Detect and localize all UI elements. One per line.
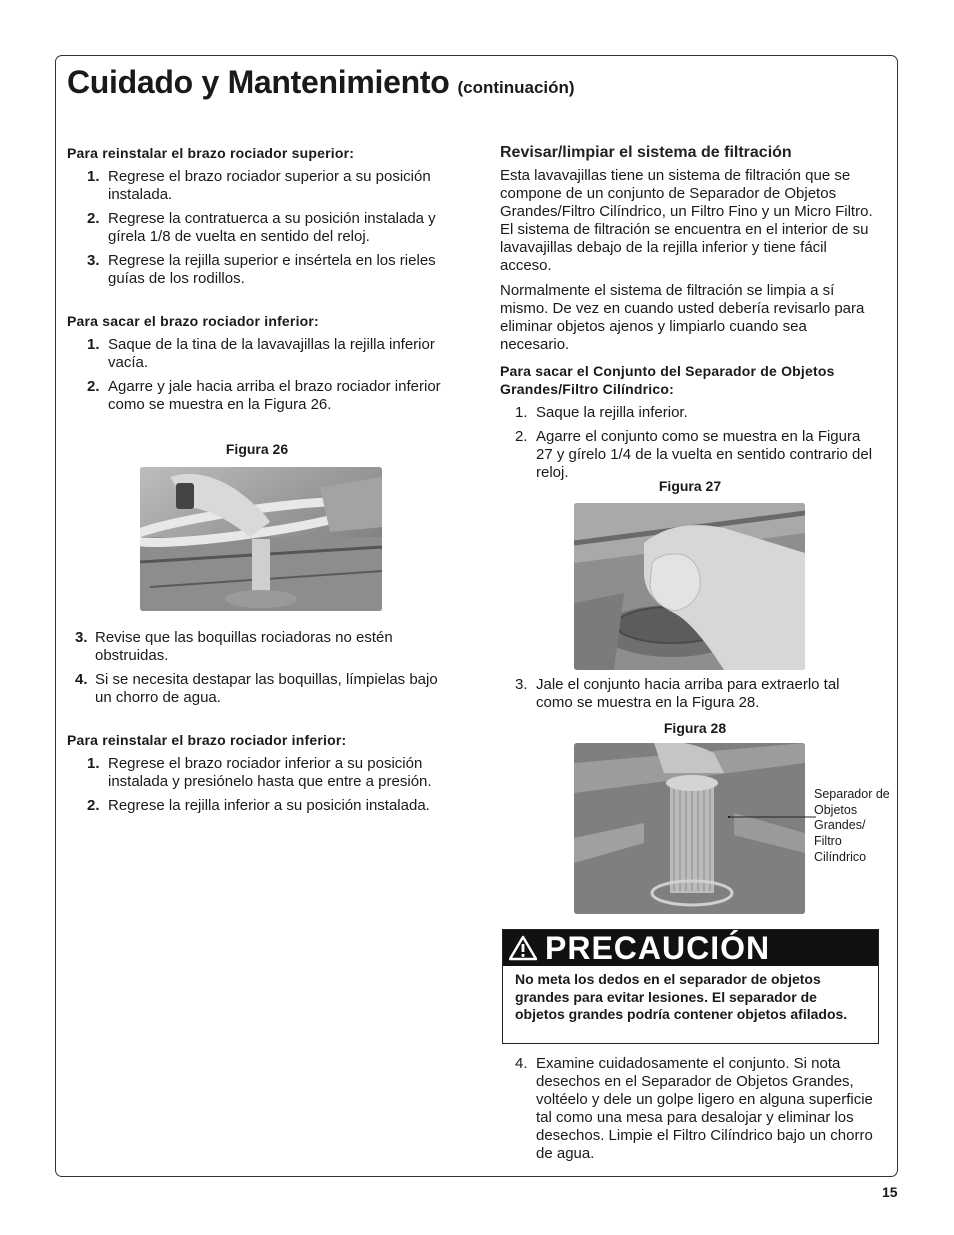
list-item [67,336,447,372]
section-heading-filtration: Revisar/limpiar el sistema de filtración [500,144,792,161]
lower-remove-steps-cont [67,629,447,707]
section-heading-lower-install: Para reinstalar el brazo rociador inferior: [67,732,347,748]
lower-remove-steps [67,336,447,414]
figure-27-image [574,503,805,670]
figure-26-label: Figura 26 [225,441,289,457]
caution-title: PRECAUCIÓN [545,929,771,966]
figure-27-label: Figura 27 [658,478,722,494]
step-number: 2. [87,378,100,395]
upper-install-steps [67,168,447,288]
warning-triangle-icon [509,935,537,961]
right-column-bottom [500,1055,885,1163]
step-text: Regrese el brazo rociador superior a su posición instalada. [108,168,431,203]
list-item [67,629,447,665]
list-item [67,378,447,414]
list-item [67,210,447,246]
step-number: 4. [75,671,88,688]
step-text: Regrese el brazo rociador inferior a su posición instalada y presiónelo hasta que entre a presión. [108,755,432,790]
step-number: 4. [515,1055,528,1072]
step-text: Regrese la rejilla inferior a su posición instalada. [108,797,430,814]
separator-remove-steps [500,404,880,482]
list-item [500,404,880,422]
caution-text: No meta los dedos en el separador de objetos grandes para evitar lesiones. El separador de objetos grandes podría contener objetos afilados. [515,971,848,1022]
title-main: Cuidado y Mantenimiento [67,64,450,100]
list-item [67,671,447,707]
step-text: Regrese la contratuerca a su posición instalada y gírela 1/8 de vuelta en sentido del reloj. [108,210,436,245]
step-text: Saque de la tina de la lavavajillas la rejilla inferior vacía. [108,336,435,371]
section-heading-lower-remove: Para sacar el brazo rociador inferior: [67,313,319,329]
step-number: 3. [75,629,88,646]
step-text: Agarre el conjunto como se muestra en la Figura 27 y gírelo 1/4 de la vuelta en sentido contrario del reloj. [536,428,873,481]
page-title [67,64,575,101]
section-heading-separator-remove: Para sacar el Conjunto del Separador de Objetos Grandes/Filtro Cilíndrico: [500,363,835,397]
step-number: 2. [87,797,100,814]
section-heading-upper-install: Para reinstalar el brazo rociador superior: [67,145,355,161]
title-sub: (continuación) [457,78,575,97]
figure-28-image [574,743,805,914]
step-number: 1. [87,168,100,185]
paragraph-filtration-1: Esta lavavajillas tiene un sistema de filtración que se compone de un conjunto de Separador de Objetos Grandes/Filtro Cilíndrico, un Filtro Fino y un Micro Filtro. El sistema de filtración se encuentra en el interior de su lavavajillas debajo de la rejilla inferior y tiene fácil acceso. [500,167,873,274]
step-number: 1. [87,336,100,353]
left-column [67,144,447,815]
step-number: 2. [515,428,528,445]
step-number: 3. [515,676,528,693]
step-text: Regrese la rejilla superior e insértela en los rieles guías de los rodillos. [108,252,436,287]
page-number: 15 [882,1184,898,1200]
step-text: Examine cuidadosamente el conjunto. Si nota desechos en el Separador de Objetos Grandes, voltéelo y dele un golpe ligero en alguna superficie tal como una mesa para desalojar y eliminar los desechos. Limpie el Filtro Cilíndrico bajo un chorro de agua. [536,1055,873,1162]
step-number: 1. [87,755,100,772]
step-number: 1. [515,404,528,421]
paragraph-filtration-2: Normalmente el sistema de filtración se limpia a sí mismo. De vez en cuando usted debería revisarlo para eliminar objetos ajenos y limpiarlo cuando sea necesario. [500,282,865,353]
caution-box [502,929,879,1044]
step-text: Revise que las boquillas rociadoras no estén obstruidas. [95,629,393,664]
callout-leader-line [728,810,818,824]
figure-28-callout: Separador de Objetos Grandes/ Filtro Cilíndrico [814,787,890,864]
figure-28-photo [574,743,805,914]
right-column [500,144,880,482]
caution-header [503,930,878,966]
figure-26-image [140,467,382,611]
list-item [67,252,447,288]
separator-inspect-steps [500,1055,885,1163]
right-column-mid [500,676,880,712]
figure-27-photo [574,503,805,670]
list-item [500,428,880,482]
step-text: Si se necesita destapar las boquillas, límpielas bajo un chorro de agua. [95,671,438,706]
lower-install-steps [67,755,447,815]
step-text: Jale el conjunto hacia arriba para extraerlo tal como se muestra en la Figura 28. [536,676,840,711]
list-item [500,676,880,712]
list-item [67,755,447,791]
step-number: 2. [87,210,100,227]
step-text: Agarre y jale hacia arriba el brazo rociador inferior como se muestra en la Figura 26. [108,378,441,413]
step-number: 3. [87,252,100,269]
list-item [500,1055,885,1163]
step-text: Saque la rejilla inferior. [536,404,688,421]
figure-28-label: Figura 28 [663,720,727,736]
list-item [67,797,447,815]
separator-remove-steps-cont [500,676,880,712]
figure-26-photo [140,467,382,611]
list-item [67,168,447,204]
